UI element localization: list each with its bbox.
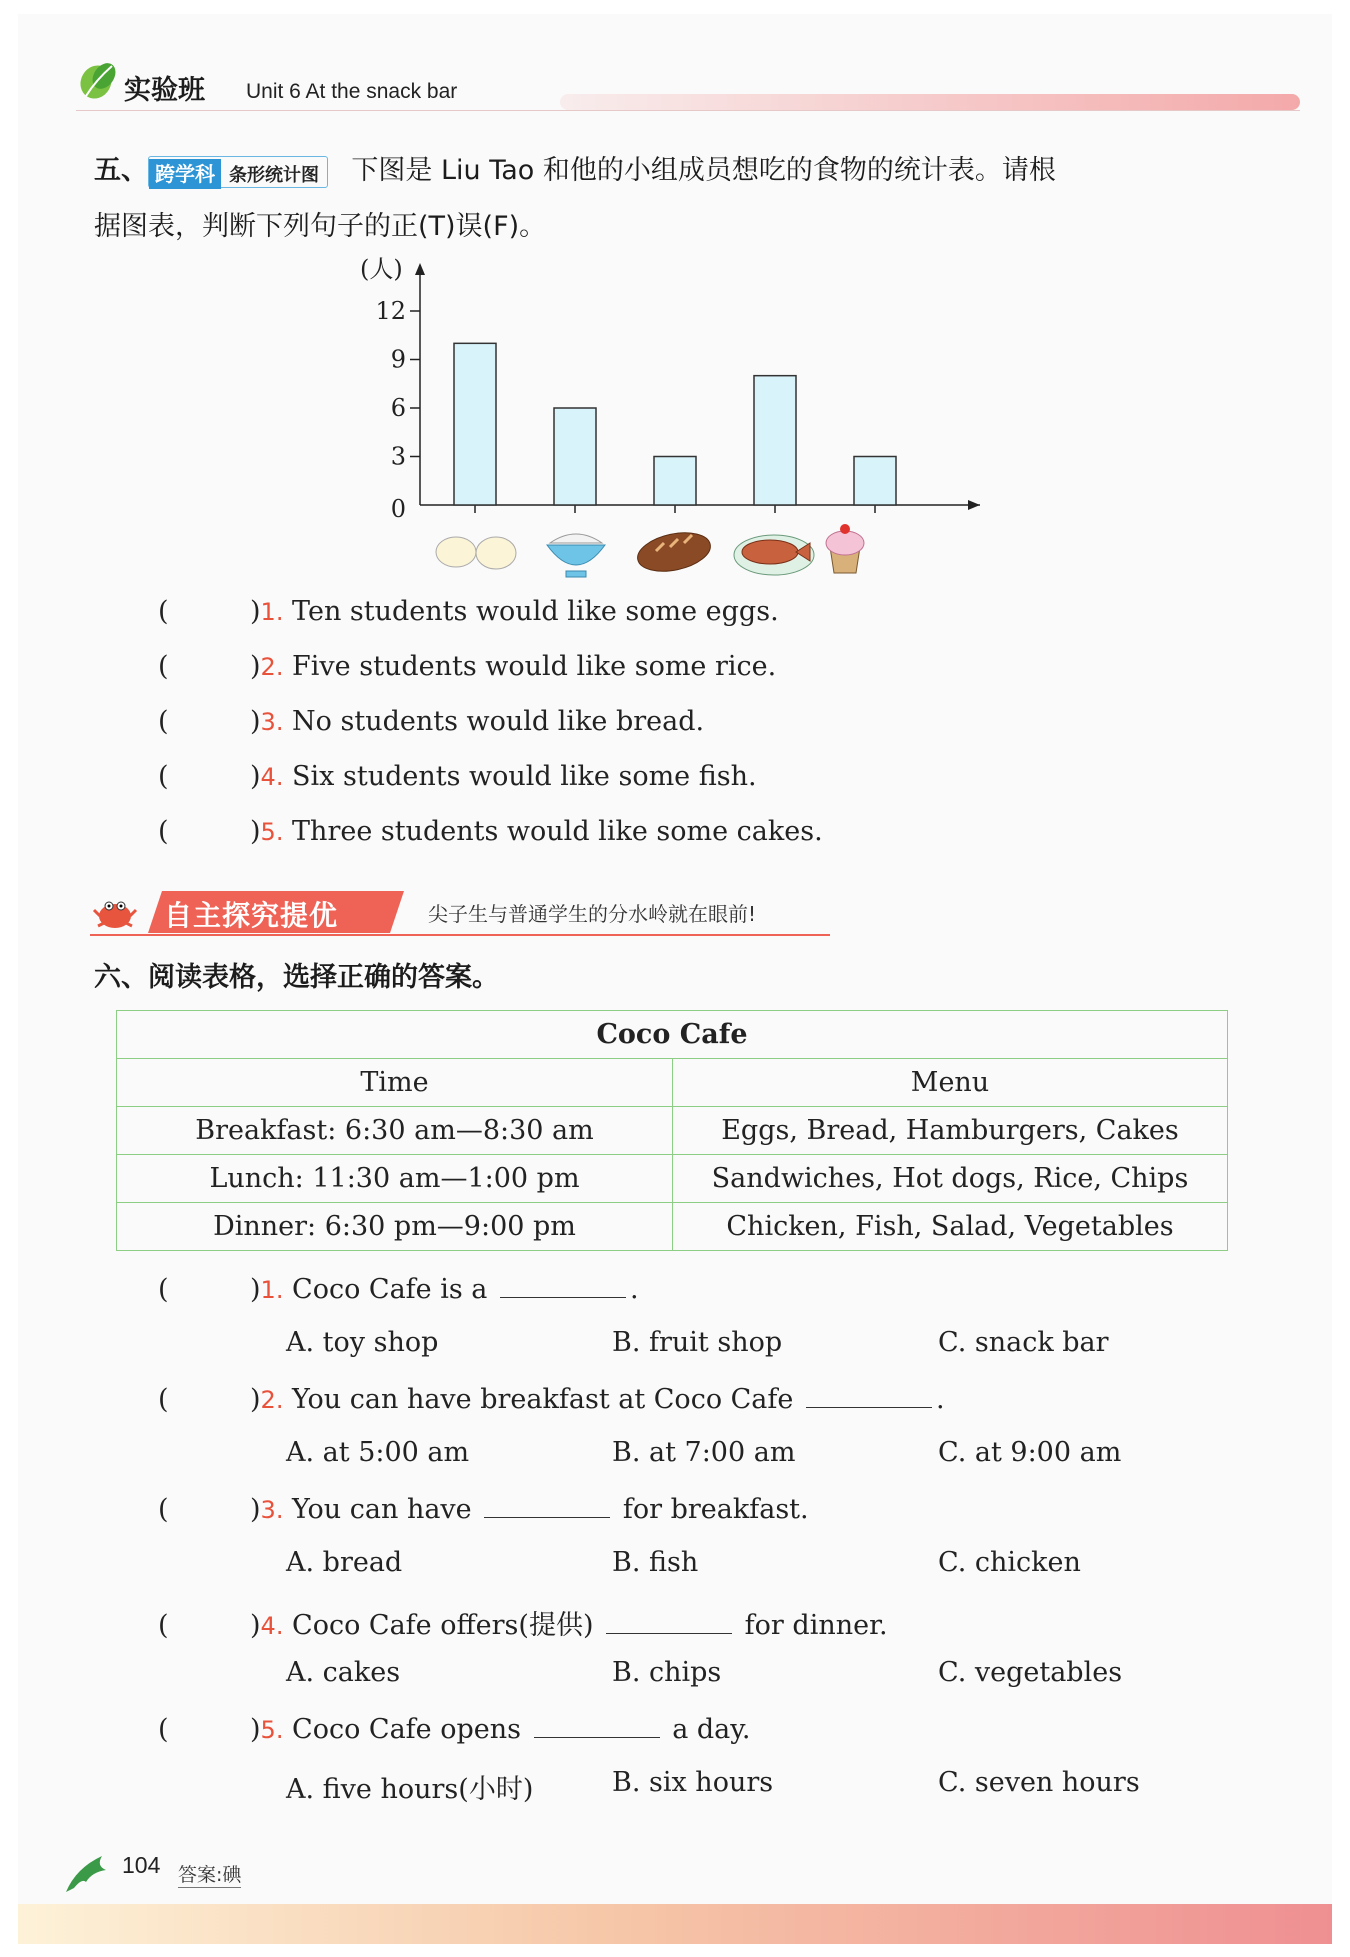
answer-paren[interactable]: ( [158,816,169,847]
tf-question: ( )4. Six students would like some fish. [158,761,757,792]
option-a[interactable]: A. at 5:00 am [286,1437,470,1468]
dolphin-icon [62,1848,114,1898]
options-row [158,1657,1123,1713]
option-a[interactable]: A. toy shop [286,1327,439,1358]
bar-cakes [854,457,896,506]
option-a[interactable]: A. cakes [286,1657,401,1688]
question-number: 5. [260,1716,284,1744]
mc-question: ( )2. You can have breakfast at Coco Cafe . [158,1384,945,1415]
y-tick-label: 12 [375,297,406,325]
crab-icon [90,890,140,934]
answer-blank[interactable] [606,1609,732,1634]
tf-question: ( )1. Ten students would like some eggs. [158,596,779,627]
section5-questions [158,596,823,871]
bar-rice [554,408,596,505]
table-row [117,1203,1228,1251]
option-a[interactable]: A. five hours(小时) [286,1774,534,1805]
table-cell: Chicken, Fish, Salad, Vegetables [673,1203,1228,1251]
table-header-time: Time [117,1059,673,1107]
subject-tag [148,156,328,188]
y-tick-label: 9 [390,345,406,374]
answer-blank[interactable] [534,1713,660,1738]
question-number: 3. [260,708,284,736]
answer-paren[interactable]: ( [158,706,169,737]
mc-question: ( )3. You can have for breakfast. [158,1494,809,1525]
table-cell: Lunch: 11:30 am—1:00 pm [117,1155,673,1203]
chart-ylabel: (人) [360,255,403,283]
answer-paren[interactable]: ( [158,651,169,682]
answer-key-label: 答案:碘 [178,1860,241,1888]
bar-eggs [454,343,496,505]
option-b[interactable]: B. six hours [612,1767,774,1798]
option-b[interactable]: B. at 7:00 am [612,1437,796,1468]
question-number: 4. [260,1612,284,1640]
header-band [560,94,1300,110]
answer-paren[interactable]: ( [158,1610,169,1641]
table-row [117,1107,1228,1155]
table-cell: Sandwiches, Hot dogs, Rice, Chips [673,1155,1228,1203]
table-row [117,1155,1228,1203]
answer-paren[interactable]: ( [158,596,169,627]
answer-paren[interactable]: ( [158,1494,169,1525]
table-cell: Eggs, Bread, Hamburgers, Cakes [673,1107,1228,1155]
tf-question: ( )5. Three students would like some cakes. [158,816,823,847]
option-c[interactable]: C. vegetables [938,1657,1123,1688]
mc-question: ( )4. Coco Cafe offers(提供) for dinner. [158,1610,888,1641]
section5-instruction-line1: 下图是 Liu Tao 和他的小组成员想吃的食物的统计表。请根 [351,155,1056,186]
y-axis-arrow [415,263,425,275]
option-a[interactable]: A. bread [286,1547,403,1578]
answer-paren[interactable]: ( [158,761,169,792]
bar-fish [754,376,796,505]
question-number: 5. [260,818,284,846]
option-b[interactable]: B. fruit shop [612,1327,783,1358]
page-number: 104 [122,1852,161,1878]
section6-questions [158,1273,1140,1823]
question-number: 2. [260,653,284,681]
bread-icon [634,527,714,578]
tf-question: ( )2. Five students would like some rice. [158,651,777,682]
y-tick-label: 3 [390,442,406,471]
option-b[interactable]: B. fish [612,1547,699,1578]
bar-chart [350,255,1000,590]
banner-subtitle: 尖子生与普通学生的分水岭就在眼前! [428,902,757,926]
question-text: Three students would like some cakes. [292,816,823,847]
table-cell: Breakfast: 6:30 am—8:30 am [117,1107,673,1155]
question-number: 1. [260,1276,284,1304]
unit-title: Unit 6 At the snack bar [246,80,458,103]
question-number: 4. [260,763,284,791]
leaf-logo-icon [76,58,120,102]
footer-band [18,1904,1332,1944]
bar-bread [654,457,696,506]
y-tick-label: 0 [390,495,406,523]
question-number: 1. [260,598,284,626]
tag-bar-chart: 条形统计图 [229,164,319,186]
section5-instruction-line2: 据图表，判断下列句子的正(T)误(F)。 [94,211,547,242]
mc-question: ( )5. Coco Cafe opens a day. [158,1714,751,1745]
option-c[interactable]: C. at 9:00 am [938,1437,1122,1468]
table-header-menu: Menu [673,1059,1228,1107]
y-tick-label: 6 [390,394,406,422]
mc-question: ( )1. Coco Cafe is a . [158,1274,639,1305]
answer-paren[interactable]: ( [158,1274,169,1305]
question-number: 3. [260,1496,284,1524]
answer-blank[interactable] [806,1383,932,1408]
section5-prefix: 五、 [94,155,148,186]
table-cell: Dinner: 6:30 pm—9:00 pm [117,1203,673,1251]
eggs-icon [436,537,516,569]
header-divider [76,110,1300,111]
options-row [158,1767,1140,1823]
rice-bowl-icon [547,534,605,577]
answer-blank[interactable] [484,1493,610,1518]
tag-cross-subject: 跨学科 [149,159,221,189]
fish-plate-icon [734,535,814,575]
option-c[interactable]: C. seven hours [938,1767,1140,1798]
section6-heading: 六、阅读表格，选择正确的答案。 [94,962,499,993]
answer-paren[interactable]: ( [158,1384,169,1415]
options-row [158,1327,1109,1383]
cafe-table [116,1010,1228,1251]
banner-title: 自主探究提优 [164,899,339,932]
x-axis-arrow [968,500,980,510]
options-row [158,1547,1081,1603]
option-c[interactable]: C. chicken [938,1547,1081,1578]
option-c[interactable]: C. snack bar [938,1327,1109,1358]
question-number: 2. [260,1386,284,1414]
answer-blank[interactable] [500,1273,626,1298]
question-text: Six students would like some fish. [292,761,757,792]
banner-underline [90,934,830,936]
table-title: Coco Cafe [117,1011,1228,1059]
question-text: Ten students would like some eggs. [292,596,779,627]
options-row [158,1437,1122,1493]
option-b[interactable]: B. chips [612,1657,722,1688]
class-label: 实验班 [124,75,205,106]
section5-heading [94,148,1056,188]
question-text: No students would like bread. [292,706,705,737]
tf-question: ( )3. No students would like bread. [158,706,705,737]
question-text: Five students would like some rice. [292,651,777,682]
answer-paren[interactable]: ( [158,1714,169,1745]
